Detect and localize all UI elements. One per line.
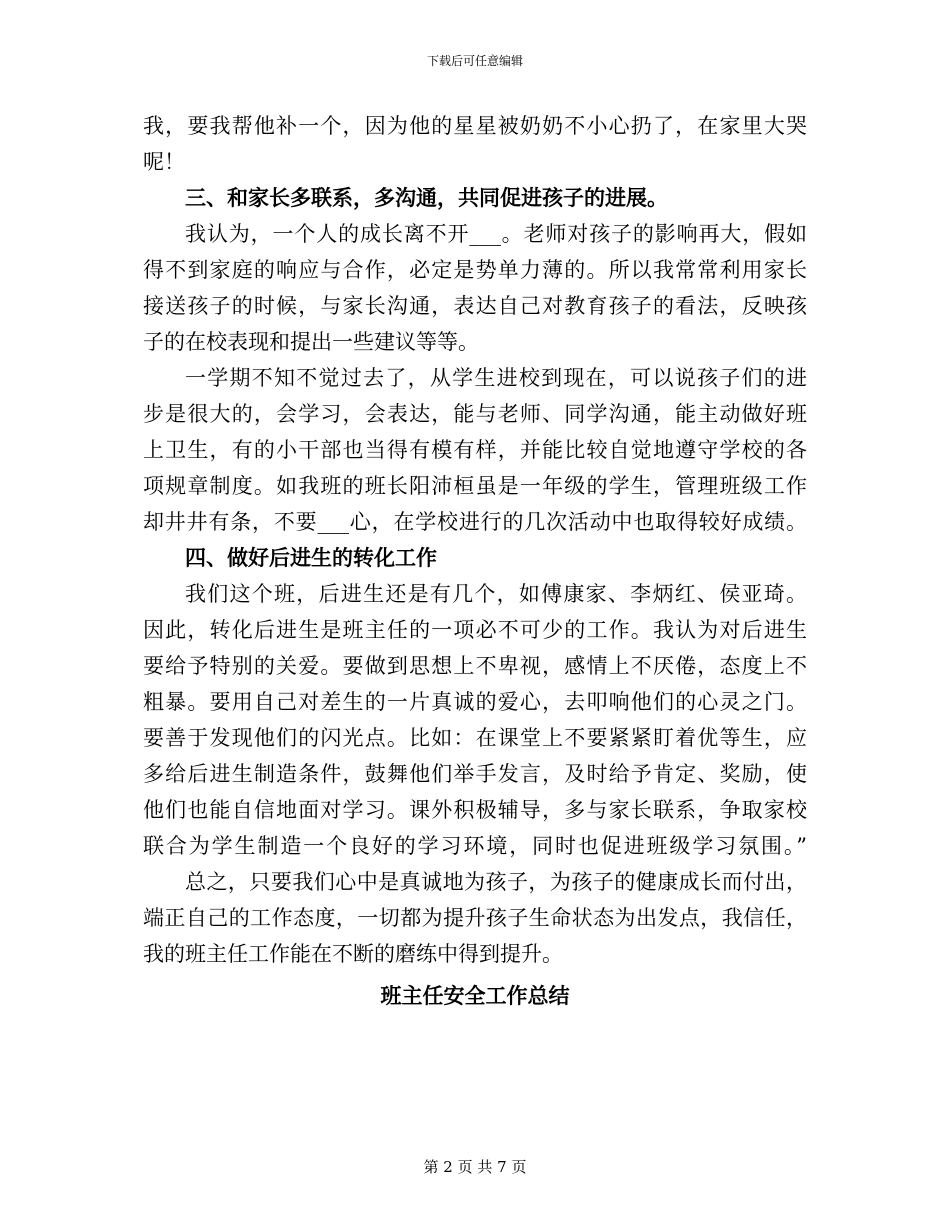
paragraph-line: 一学期不知不觉过去了，从学生进校到现在，可以说孩子们的进: [185, 366, 807, 390]
paragraph-line: 要善于发现他们的闪光点。比如：在课堂上不要紧紧盯着优等生，应: [143, 726, 807, 750]
document-title: 班主任安全工作总结: [380, 983, 570, 1008]
paragraph-line: 步是很大的，会学习，会表达，能与老师、同学沟通，能主动做好班: [143, 402, 807, 426]
paragraph-line: 项规章制度。如我班的班长阳沛桓虽是一年级的学生，管理班级工作: [143, 474, 807, 498]
section-heading: 三、和家长多联系，多沟通，共同促进孩子的进展。: [185, 185, 668, 210]
page-number: 第 2 页 共 7 页: [423, 1158, 527, 1176]
paragraph-line: 子的在校表现和提出一些建议等等。: [143, 330, 479, 354]
paragraph-line: 联合为学生制造一个良好的学习环境，同时也促进班级学习氛围。”: [143, 834, 807, 858]
paragraph-line: 端正自己的工作态度，一切都为提升孩子生命状态为出发点，我信任，: [143, 906, 807, 930]
paragraph-line: 我的班主任工作能在不断的磨练中得到提升。: [143, 942, 563, 966]
section-heading: 四、做好后进生的转化工作: [185, 545, 437, 570]
paragraph-line: 粗暴。要用自己对差生的一片真诚的爱心，去叩响他们的心灵之门。: [143, 690, 807, 714]
paragraph-line: 要给予特别的关爱。要做到思想上不卑视，感情上不厌倦，态度上不: [143, 654, 807, 678]
paragraph-line: 上卫生，有的小干部也当得有模有样，并能比较自觉地遵守学校的各: [143, 438, 807, 462]
paragraph-line: 我，要我帮他补一个，因为他的星星被奶奶不小心扔了，在家里大哭: [143, 114, 807, 138]
paragraph-line: 我们这个班，后进生还是有几个，如傅康家、李炳红、侯亚琦。: [185, 582, 807, 606]
paragraph-line: 他们也能自信地面对学习。课外积极辅导，多与家长联系，争取家校: [143, 798, 807, 822]
paragraph-line: 总之，只要我们心中是真诚地为孩子，为孩子的健康成长而付出，: [185, 870, 807, 894]
paragraph-line: 接送孩子的时候，与家长沟通，表达自己对教育孩子的看法，反映孩: [143, 294, 807, 318]
paragraph-line: 却井井有条，不要___心，在学校进行的几次活动中也取得较好成绩。: [143, 510, 807, 534]
page-header: 下载后可任意编辑: [426, 54, 523, 68]
paragraph-line: 因此，转化后进生是班主任的一项必不可少的工作。我认为对后进生: [143, 618, 807, 642]
paragraph-line: 多给后进生制造条件，鼓舞他们举手发言，及时给予肯定、奖励，使: [143, 762, 807, 786]
document-body: [143, 108, 807, 1014]
paragraph-line: 得不到家庭的响应与合作，必定是势单力薄的。所以我常常利用家长: [143, 258, 807, 282]
paragraph-line: 呢！: [143, 150, 185, 174]
paragraph-line: 我认为，一个人的成长离不开___。老师对孩子的影响再大，假如: [185, 222, 807, 246]
